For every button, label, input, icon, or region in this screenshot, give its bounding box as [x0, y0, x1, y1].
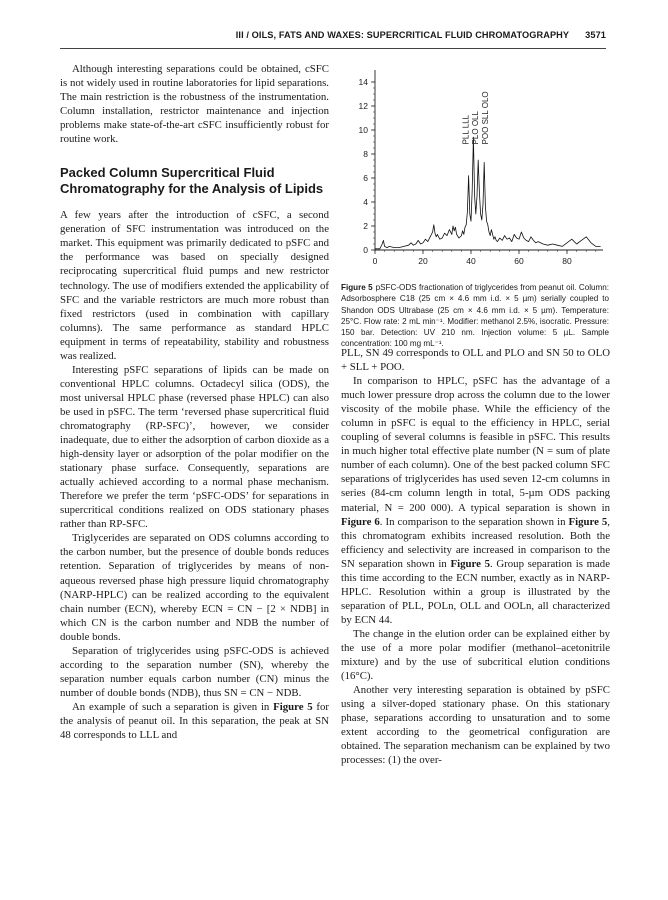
- text-segment: . In comparison to the separation shown in: [379, 515, 569, 528]
- y-tick-label: 6: [363, 173, 368, 183]
- y-tick-label: 10: [358, 125, 368, 135]
- y-tick-label: 2: [363, 221, 368, 231]
- peak-label: PLO OLL: [471, 111, 481, 145]
- y-tick-label: 4: [363, 197, 368, 207]
- paragraph-robustness: Although interesting separations could be obtained, cSFC is not widely used in routine laboratories for lipid separations. The main restriction is the robustness of the instrumentation. Column installation, restrictor maintenance and injection problems make state-of-the-art cSFC insufficiently robust for routine work.: [60, 63, 329, 146]
- left-column: [60, 62, 329, 742]
- right-column: [341, 346, 610, 767]
- figure-reference[interactable]: Figure 5: [273, 700, 313, 713]
- paragraph-hplc-comparison: [341, 374, 610, 627]
- y-tick-label: 0: [363, 245, 368, 255]
- paragraph-silver-phase: Another very interesting separation is obtained by pSFC using a silver-doped stationary phase. On this stationary phase, separations according to unsaturation and to some extent according to the geometrical configuration are obtained. The separation mechanism can be explained by two processes: (1) the over-: [341, 684, 610, 767]
- figure-5-chromatogram: [341, 62, 609, 272]
- text-segment: An example of such a separation is given in: [72, 700, 274, 713]
- y-tick-label: 12: [358, 101, 368, 111]
- section-heading: Packed Column Supercritical Fluid Chromatography for the Analysis of Lipids: [60, 165, 324, 196]
- paragraph-ecn: Triglycerides are separated on ODS columns according to the carbon number, but the presence of double bonds reduces retention. Separation of triglycerides by means of non-aqueous reversed phase high pressure liquid chromatography (NARP-HPLC) can be realized according to the equivalent chain number (ECN), whereby ECN = CN − [2 × NDB] in which CN is the carbon number and NDB the number of double bonds.: [60, 532, 329, 643]
- figure-reference[interactable]: Figure 5: [450, 557, 490, 570]
- paragraph-ods: Interesting pSFC separations of lipids can be made on conventional HPLC columns. Octadecyl silica (ODS), the most universal HPLC phase (reversed phase HPLC) can also be used in pSFC. The term ‘reversed phase supercritical fluid chromatography (RP-SFC)’, however, we consider inadequate, due to either the adsorption of carbon dioxide as a high-density layer or adsorption of the polar modifier on the stationary phase surface. Consequently, separations are actually achieved according to a normal phase mechanism. Therefore we prefer the term ‘pSFC-ODS’ for separations in supercritical conditions realized on ODS stationary phases rather than RP-SFC.: [60, 363, 329, 531]
- figure-label: Figure 5: [341, 283, 373, 292]
- x-tick-label: 0: [372, 256, 378, 266]
- paragraph-sn: Separation of triglycerides using pSFC-ODS is achieved according to the separation number (SN), whereby the separation number equals carbon number (CN) minus the number of double bonds (NDB), thus SN = CN − NDB.: [60, 644, 329, 699]
- x-tick-label: 40: [466, 256, 476, 266]
- header-rule: [60, 48, 606, 49]
- peak-label: POO SLL OLO: [480, 91, 490, 145]
- x-tick-label: 60: [514, 256, 524, 266]
- paragraph-elution-order: The change in the elution order can be explained either by the use of a more polar modifier (methanol–acetonitrile mixture) and by the use of subcritical elution conditions (16°C).: [341, 627, 610, 683]
- running-title: III / OILS, FATS AND WAXES: SUPERCRITICAL FLUID CHROMATOGRAPHY: [235, 30, 570, 40]
- peak-label: PLL LLL: [461, 114, 471, 145]
- chromatogram-trace: [375, 137, 601, 249]
- x-tick-label: 20: [418, 256, 428, 266]
- text-segment: , this chromatogram exhibits increased resolution. Both the efficiency and selectivity are increased in comparison to the SN separation shown in: [341, 515, 610, 570]
- text-segment: for the analysis of peanut oil. In this separation, the peak at SN 48 corresponds to LLL and: [60, 700, 329, 742]
- y-tick-label: 8: [363, 149, 368, 159]
- paragraph-second-generation: A few years after the introduction of cSFC, a second generation of SFC instrumentation was introduced on the market. This equipment was primarily dedicated to pSFC and the performance was based on specially designed reciprocating supercritical fluid pumps and new restrictor technology. The use of modifiers extended the applicability of SFC and the variable restrictors are much more robust than fixed restrictors (used in combination with capillary columns). The same performance as standard HPLC equipment in terms of repeatability, stability and robustness was realized.: [60, 209, 329, 362]
- x-tick-label: 80: [562, 256, 572, 266]
- paragraph-example: [60, 700, 329, 742]
- y-tick-label: 14: [358, 77, 368, 87]
- text-segment: In comparison to HPLC, pSFC has the advantage of a much lower pressure drop across the column due to the lower viscosity of the mobile phase. While the efficiency of the column in pSFC is equal to the efficiency in HPLC, serial coupling of several columns is feasible in pSFC. This results in much higher total effective plate number (N = sum of plate number of each column). One of the best packed column SFC separations of triglycerides has used seven 12-cm columns in series (84-cm column length in total, 5-µm ODS packing material, N = 200 000). A typical separation is shown in: [341, 375, 610, 514]
- figure-reference[interactable]: Figure 5: [568, 515, 608, 528]
- page-number: 3571: [585, 30, 606, 40]
- caption-text: pSFC-ODS fractionation of triglycerides from peanut oil. Column: Adsorbosphere C18 (25 cm × 4.6 mm i.d. × 5 µm) serially coupled to Shandon ODS Ultrabase (25 cm × 4.6 mm i.d. × 5 µm). Temperature: 25°C. Flow rate: 2 mL min⁻¹. Modifier: methanol 2.5%, isocratic. Pressure: 150 bar. Detection: UV 210 nm. Injection volume: 5 µL. Sample concentration: 100 mg mL⁻¹.: [341, 283, 609, 349]
- figure-caption: [341, 282, 609, 350]
- running-head: [60, 30, 606, 46]
- paragraph-sn-assignments: PLL, SN 49 corresponds to OLL and PLO and SN 50 to OLO + SLL + POO.: [341, 347, 610, 374]
- text-segment: . Group separation is made this time according to the ECN number, exactly as in NARP-HPLC. Resolution within a group is illustrated by the separation of PLL, POLn, OLL and OOLn, all characterized by ECN 44.: [341, 557, 610, 626]
- figure-reference[interactable]: Figure 6: [341, 515, 380, 528]
- chromatogram-chart: [341, 62, 609, 272]
